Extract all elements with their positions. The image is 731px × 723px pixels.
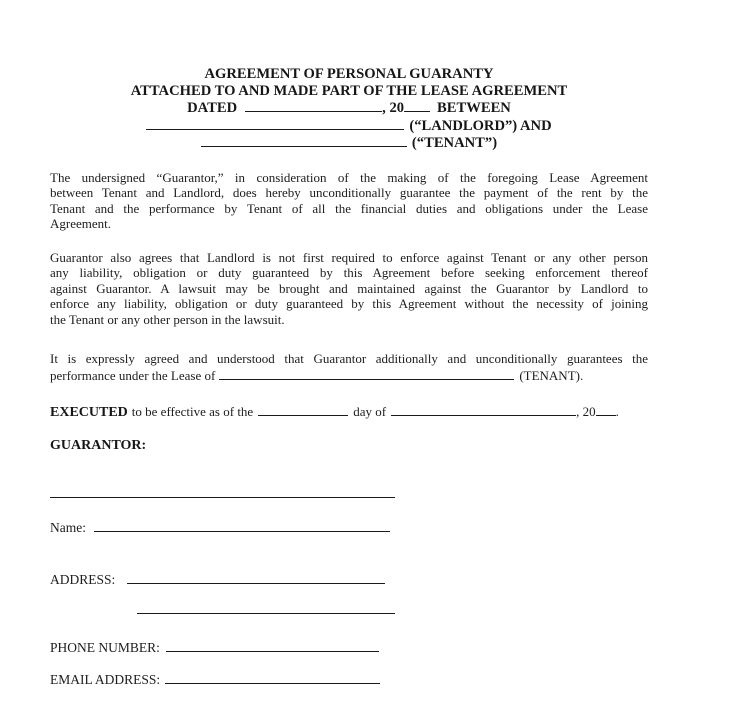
dated-label: DATED [187,100,238,117]
email-label: EMAIL ADDRESS: [50,671,161,687]
email-blank[interactable] [165,671,380,684]
executed-year-prefix: , 20 [576,404,596,420]
dated-line [50,99,648,117]
agreement-year-blank[interactable] [404,99,430,112]
executed-text: to be effective as of the [131,404,254,420]
paragraph-line: Tenant and the performance by Tenant of all the financial duties and obligations under the Lease [50,200,648,216]
paragraph-line: against Guarantor. A lawsuit may be brought and maintained against the Guarantor by Landlord to [50,280,648,296]
paragraph-line: between Tenant and Landlord, does hereby unconditionally guarantee the payment of the rent by the [50,185,648,201]
address-label: ADDRESS: [50,571,116,587]
tenant-performance-blank[interactable] [219,367,514,380]
paragraph-line [50,367,648,384]
name-label: Name: [50,520,86,536]
guarantor-signature-line[interactable] [50,497,395,498]
paragraph-line: Guarantor also agrees that Landlord is not first required to enforce against Tenant or any other person [50,249,648,265]
tenant-label: (“TENANT”) [411,135,498,152]
paragraph-tenant-guarantee [50,351,648,383]
document-header [50,66,648,152]
executed-month-blank[interactable] [391,403,576,416]
day-of-label: day of [353,404,387,420]
landlord-line [50,117,648,135]
executed-day-blank[interactable] [258,403,348,416]
document-title-line1: AGREEMENT OF PERSONAL GUARANTY [204,66,494,82]
phone-label: PHONE NUMBER: [50,640,160,656]
document-title-line2: ATTACHED TO AND MADE PART OF THE LEASE AGREEMENT [130,82,568,99]
lease-of-label: performance under the Lease of [50,367,216,383]
landlord-label: (“LANDLORD”) AND [409,117,552,134]
phone-blank[interactable] [166,639,379,652]
paragraph-line: any liability, obligation or duty guaranteed by this Agreement before seeking enforcement thereof [50,265,648,281]
dated-year-prefix: , 20 [382,100,405,117]
paragraph-line: the Tenant or any other person in the lawsuit. [50,311,285,327]
address-line1-blank[interactable] [127,571,385,584]
paragraph-line: enforce any liability, obligation or duty guaranteed by this Agreement without the necessity of joining [50,296,648,312]
paragraph-line: The undersigned “Guarantor,” in consideration of the making of the foregoing Lease Agreement [50,169,648,185]
name-row [50,519,648,536]
agreement-date-blank[interactable] [245,99,382,112]
email-row [50,671,648,688]
paragraph-enforcement [50,250,648,328]
tenant-name-blank[interactable] [201,134,407,147]
tenant-parenthetical: (TENANT). [519,367,584,383]
executed-line [50,403,648,421]
executed-year-blank[interactable] [596,403,616,416]
executed-period: . [615,404,619,420]
paragraph-line: Agreement. [50,216,112,232]
phone-row [50,639,648,656]
between-label: BETWEEN [437,100,511,117]
paragraph-line: It is expressly agreed and understood that Guarantor additionally and unconditionally guarantees the [50,351,648,367]
tenant-line [50,134,648,152]
landlord-name-blank[interactable] [146,117,404,130]
document-content [50,66,648,687]
name-blank[interactable] [94,519,390,532]
address-row [50,571,648,588]
paragraph-consideration [50,170,648,232]
guarantor-heading: GUARANTOR: [50,437,147,453]
executed-label: EXECUTED [50,405,128,421]
address-line2-blank[interactable] [137,599,395,614]
